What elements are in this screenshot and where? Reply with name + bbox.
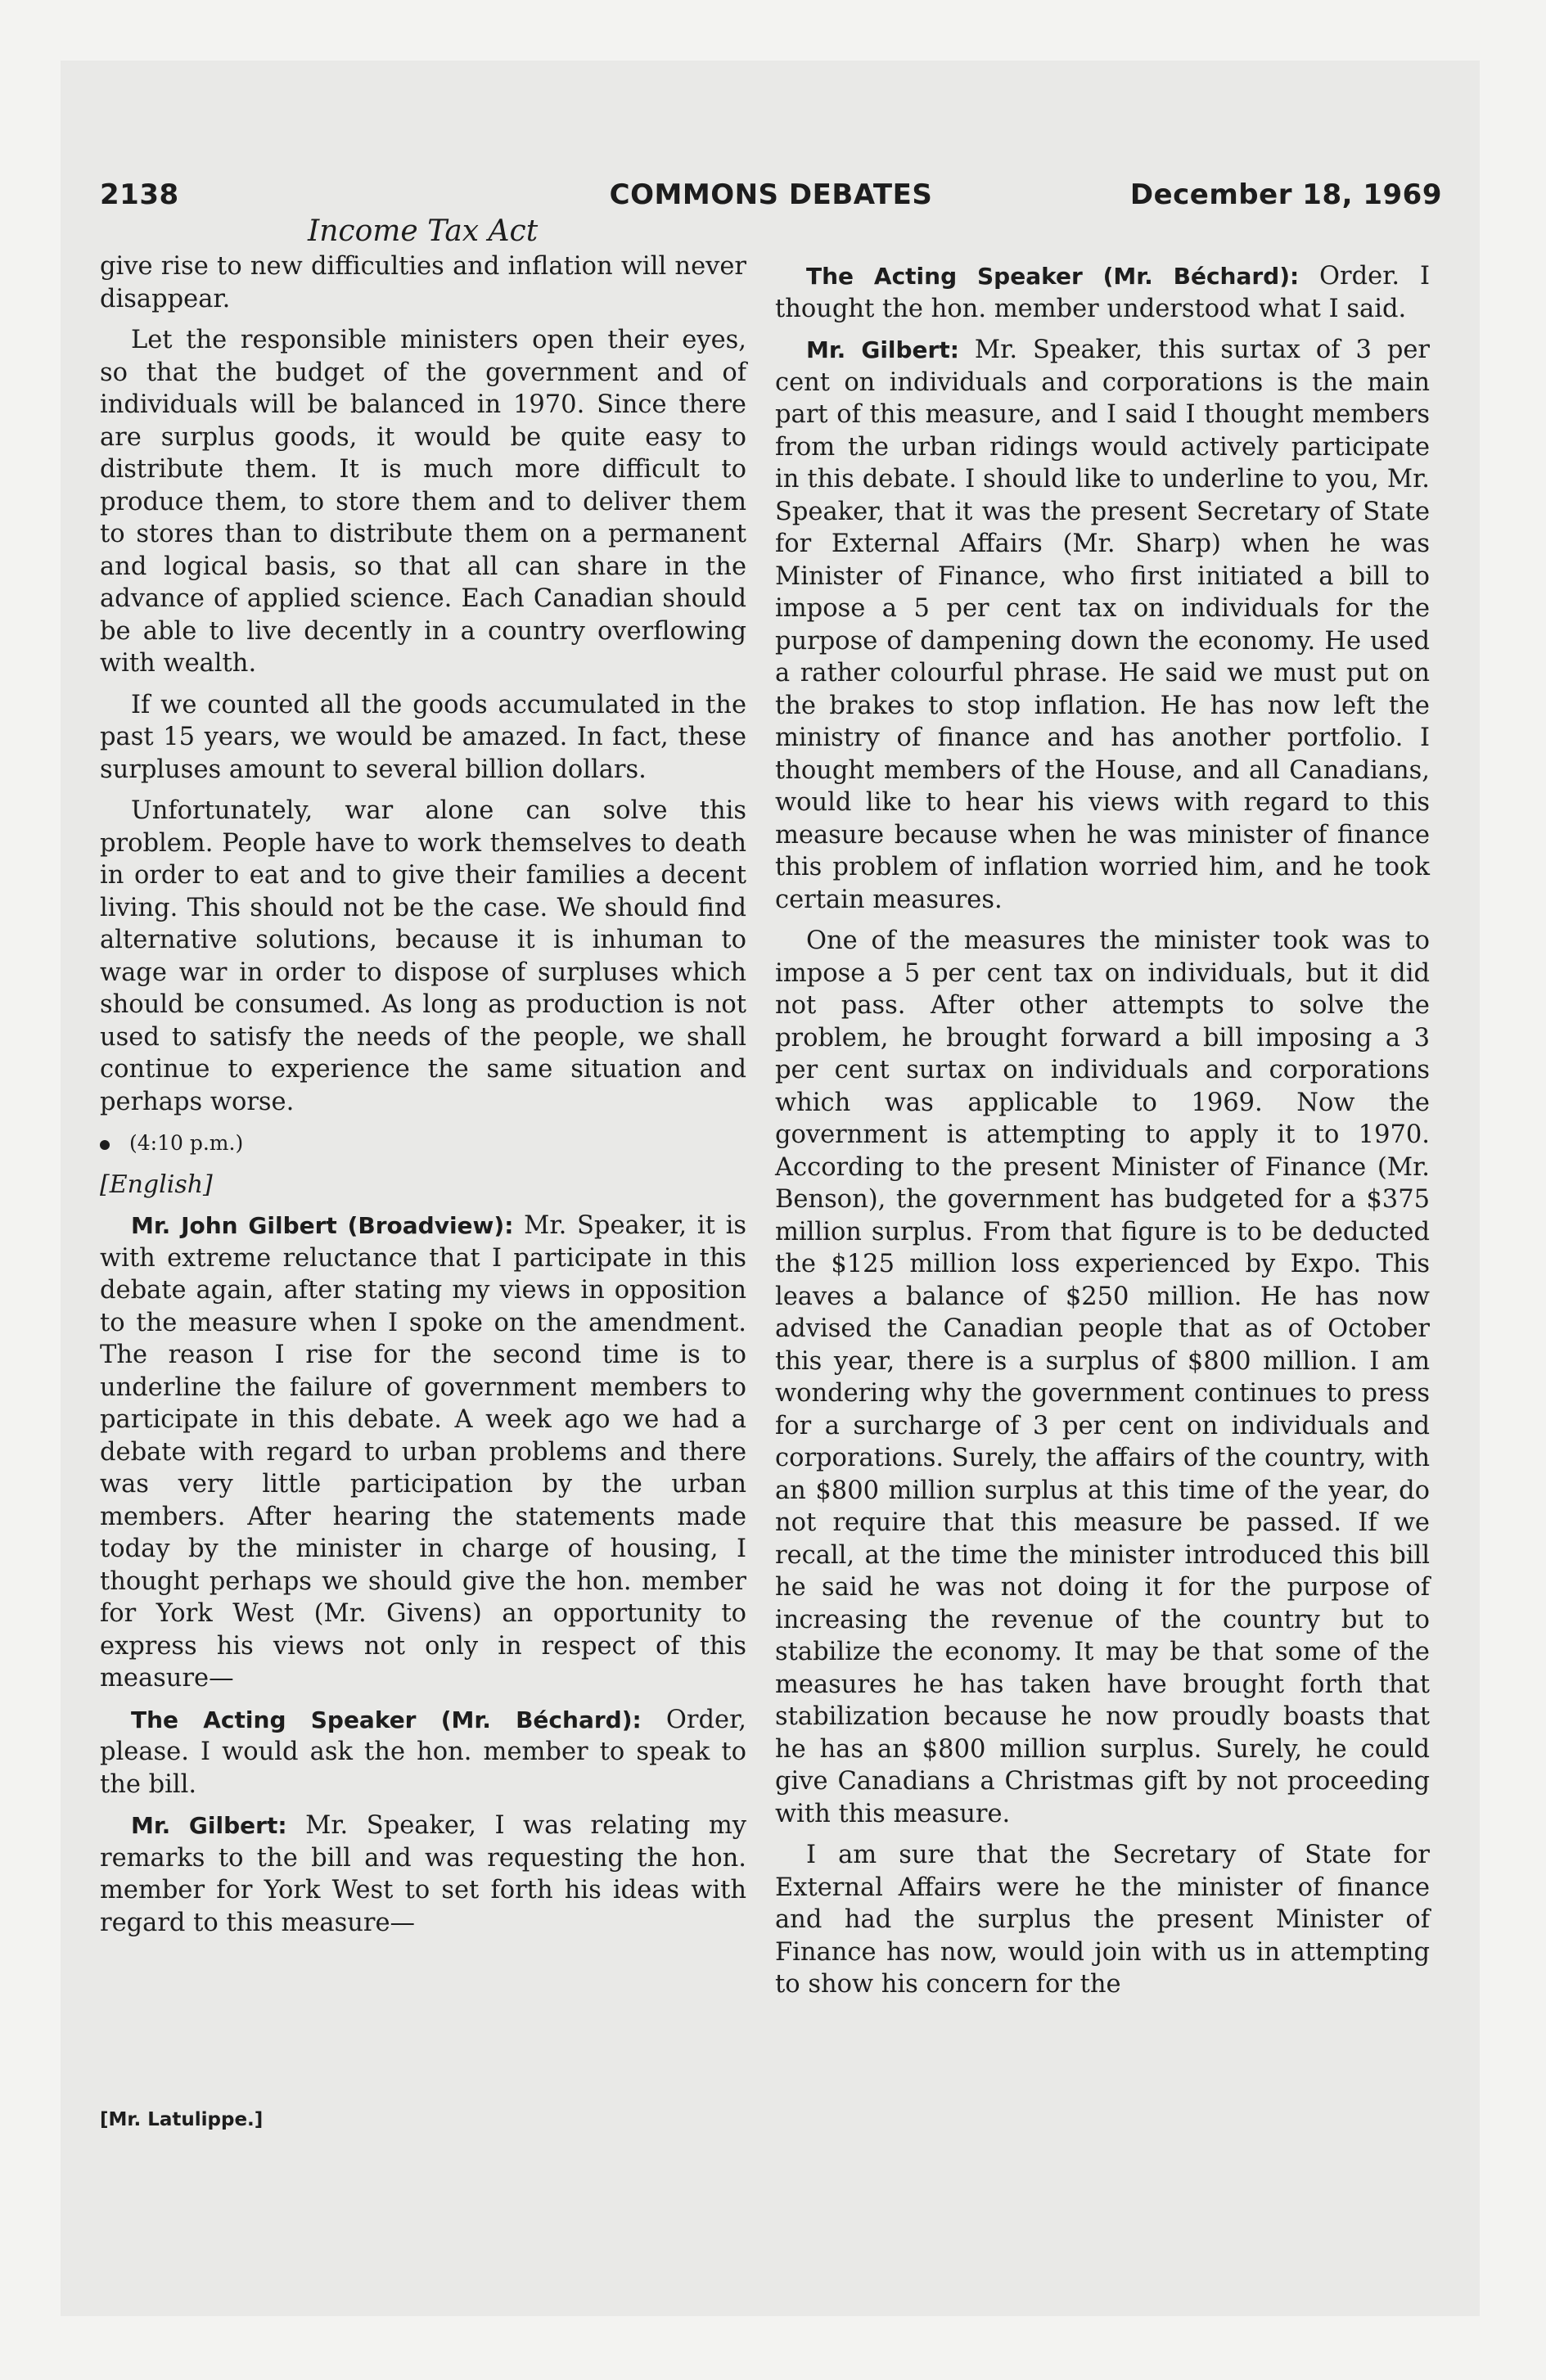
speech: [100, 1810, 746, 1939]
bullet-dot: [100, 1140, 110, 1150]
page-number: 2138: [100, 178, 179, 211]
speaker-name: Mr. Gilbert:: [131, 1812, 287, 1839]
page-footer-note: [Mr. Latulippe.]: [100, 2109, 264, 2130]
speech-text: Order. I thought the hon. member understood what I said.: [775, 262, 1430, 323]
speech: [100, 1210, 746, 1695]
paragraph: One of the measures the minister took was to impose a 5 per cent tax on individuals, but it did not pass. After other attempts to solve the problem, he brought forward a bill imposing a 3 per cent surtax on individuals and corporations which was applicable to 1969. Now the government is attempting to apply it to 1970. According to the present Minister of Finance (Mr. Benson), the government has budgeted for a $375 million surplus. From that figure is to be deducted the $125 million loss experienced by Expo. This leaves a balance of $250 million. He has now advised the Canadian people that as of October this year, there is a surplus of $800 million. I am wondering why the government continues to press for a surcharge of 3 per cent on individuals and corporations. Surely, the affairs of the country, with an $800 million surplus at this time of the year, do not require that this measure be passed. If we recall, at the time the minister introduced this bill he said he was not doing it for the purpose of increasing the revenue of the country but to stabilize the economy. It may be that some of the measures he has taken have brought forth that stabilization because he now proudly boasts that he has an $800 million surplus. Surely, he could give Canadians a Christmas gift by not proceeding with this measure.: [775, 926, 1430, 1828]
page-header: [100, 178, 1442, 219]
speaker-name: Mr. John Gilbert (Broadview):: [131, 1212, 514, 1239]
language-marker: [English]: [100, 1170, 213, 1199]
speaker-name: The Acting Speaker (Mr. Béchard):: [131, 1706, 642, 1733]
speech-text: Order, please. I would ask the hon. member to speak to the bill.: [100, 1705, 746, 1799]
speech: [775, 260, 1430, 325]
speech-text: Mr. Speaker, it is with extreme reluctance that I participate in this debate again, after stating my views in opposition to the measure when I spoke on the amendment. The reason I rise for the second time is to underline the failure of government members to participate in this debate. A week ago we had a debate with regard to urban problems and there was very little participation by the urban members. After hearing the statements made today by the minister in charge of housing, I thought perhaps we should give the hon. member for York West (Mr. Givens) an opportunity to express his views not only in respect of this measure—: [100, 1211, 746, 1693]
speaker-name: The Acting Speaker (Mr. Béchard):: [806, 263, 1300, 290]
speaker-name: Mr. Gilbert:: [806, 336, 959, 363]
paragraph: give rise to new difficulties and inflation will never disappear.: [100, 252, 746, 313]
page-date: December 18, 1969: [1129, 178, 1442, 211]
time-text: (4:10 p.m.): [129, 1131, 244, 1155]
debate-subject: Income Tax Act: [308, 214, 539, 248]
publication-title: COMMONS DEBATES: [609, 178, 933, 211]
left-column: [100, 250, 746, 1948]
speech-text: Mr. Speaker, this surtax of 3 per cent on individuals and corporations is the main part of this measure, and I said I thought members from the urban ridings would actively participate in this debate. I should like to underline to you, Mr. Speaker, that it was the present Secretary of State for External Affairs (Mr. Sharp) when he was Minister of Finance, who first initiated a bill to impose a 5 per cent tax on individuals for the purpose of dampening down the economy. He used a rather colourful phrase. He said we must put on the brakes to stop inflation. He has now left the ministry of finance and has another portfolio. I thought members of the House, and all Canadians, would like to hear his views with regard to this measure because when he was minister of finance this problem of inflation worried him, and he took certain measures.: [775, 336, 1430, 914]
right-column: [775, 260, 1430, 2010]
paragraph: Unfortunately, war alone can solve this problem. People have to work themselves to death in order to eat and to give their families a decent living. This should not be the case. We should find alternative solutions, because it is inhuman to wage war in order to dispose of surpluses which should be consumed. As long as production is not used to satisfy the needs of the people, we shall continue to experience the same situation and perhaps worse.: [100, 796, 746, 1116]
paragraph: I am sure that the Secretary of State for External Affairs were he the minister of finance and had the surplus the present Minister of Finance has now, would join with us in attempting to show his concern for the: [775, 1841, 1430, 1999]
speech: [775, 334, 1430, 916]
paragraph: Let the responsible ministers open their eyes, so that the budget of the government and of individuals will be balanced in 1970. Since there are surplus goods, it would be quite easy to distribute them. It is much more difficult to produce them, to store them and to deliver them to stores than to distribute them on a permanent and logical basis, so that all can share in the advance of applied science. Each Canadian should be able to live decently in a country overflowing with wealth.: [100, 326, 746, 678]
time-stamp: [100, 1127, 746, 1160]
paragraph: If we counted all the goods accumulated in the past 15 years, we would be amazed. In fact, these surpluses amount to several billion dollars.: [100, 690, 746, 784]
speech-text: Mr. Speaker, I was relating my remarks to the bill and was requesting the hon. member for York West to set forth his ideas with regard to this measure—: [100, 1811, 746, 1937]
speech: [100, 1704, 746, 1801]
